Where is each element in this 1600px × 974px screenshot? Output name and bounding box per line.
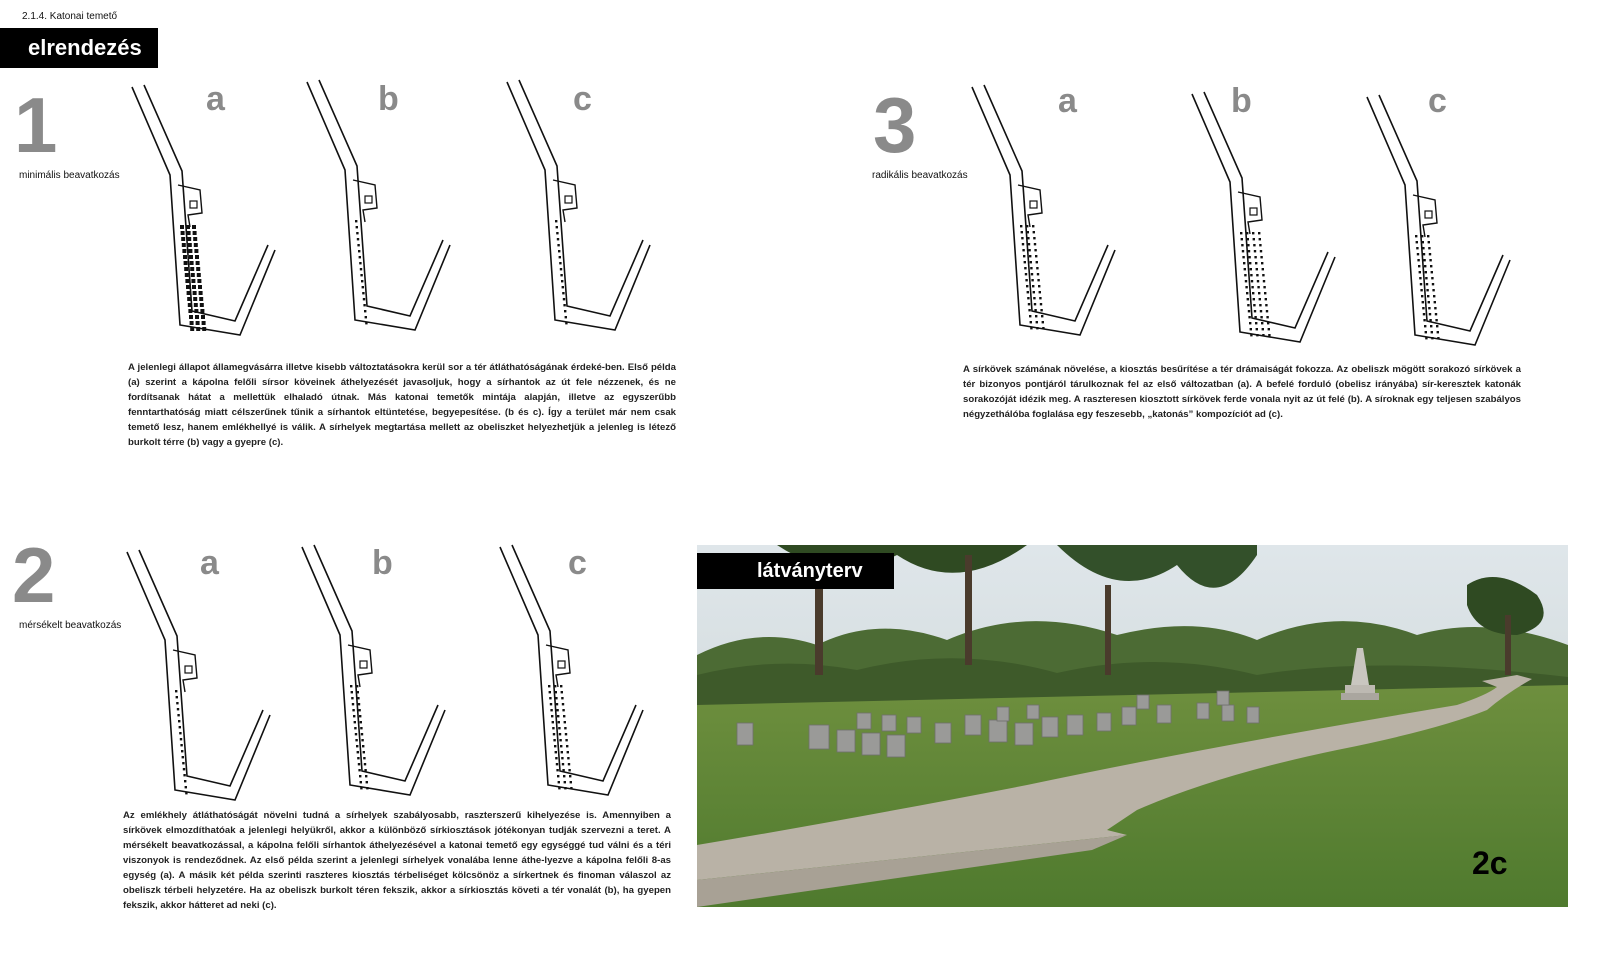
option-2b-letter: b [372,544,393,582]
plan-1b [305,80,465,340]
option-1a-letter: a [206,80,225,118]
option-1c-letter: c [573,80,592,118]
visualization-label: 2c [1472,845,1508,881]
option-2-number: 2 [12,531,56,619]
option-3-description: A sírkövek számának növelése, a kiosztás besűrítése a tér drámaiságát fokozza. Az obeliszk mögött sorakozó sírkövek a tér bizonyos pontjáról tárulkoznak fel az első változatban (a). A befelé forduló (obelisz irányába) sír-keresztek katonák sorakozóját idézik meg. A raszteresen kiosztott sírkövek ferde vonala nyit az út felé (b). A síroknak egy teljesen szabályos négyzethálóba foglalása egy feszesebb, „katonás” kompozíciót ad (c). [963,364,1521,420]
option-2c-letter: c [568,544,587,582]
option-3a-letter: a [1058,82,1077,120]
plan-3c [1365,95,1525,355]
option-1-level: minimális beavatkozás [19,170,120,181]
option-3c-letter: c [1428,82,1447,120]
option-3-number: 3 [873,81,917,169]
option-2-description: Az emlékhely átláthatóságát növelni tudná a sírhelyek szabályosabb, raszterszerű kihelyezése is. Amennyiben a sírkövek elmozdíthatóak a jelenlegi helyükről, akkor a különböző sírkiosztások jótékonyan tudják szervezni a teret. A mérsékelt beavatkozással, a kápolna felőli sírhantok áthelyezésével a katonai temető egy egységgé tud válni és a téri viszonyok is rendeződnek. Az első példa szerint a jelenlegi sírhelyek vonalába lenne áthe-lyezve a kápolna felőli 8-as egység (a). A másik két példa szerinti raszteres kiosztás térbeliséget kölcsönöz a sírkertnek és finoman válaszol az obeliszk térbeli helyzetére. Ha az obeliszk burkolt téren fekszik, akkor a sírkiosztás követi a tér vonalát (b), ha gyepen fekszik, akkor hátteret ad neki (c). [123,810,671,911]
option-2a-letter: a [200,544,219,582]
option-1-number: 1 [14,81,58,169]
plan-2c [498,545,658,805]
layout-tab: elrendezés [0,28,158,68]
section-code: 2.1.4. Katonai temető [22,11,118,22]
option-3-level: radikális beavatkozás [872,170,968,181]
option-1-description: A jelenlegi állapot államegvásárra illetve kisebb változtatásokra kerül sor a tér átláthatóságának érdeké-ben. Első példa (a) szerint a kápolna felőli sírsor köveinek áthelyezését javasoljuk, hogy a sírhantok az út fele nézzenek, és ne fordítsanak hátat a mellettük elhaladó útnak. Más katonai temetők mintája alapján, illetve az egyszerűbb fenntarthatóság miatt célszerűnek tűnik a sírhantok eltüntetése, begyepesítése. (b és c). Így a terület már nem csak temető lesz, hanem emlékhellyé is válik. A sírhelyek megtartása mellett az obeliszket helyezhetjük a jelenleg is létező burkolt térre (b) vagy a gyepre (c). [128,362,676,448]
cemetery-render [697,545,1568,907]
visualization-image [697,545,1568,907]
plan-2b [300,545,460,805]
plan-1c [505,80,665,340]
visualization-tab: látványterv [697,553,894,589]
plan-1a [130,85,290,345]
plan-2a [125,550,285,810]
option-2-level: mérsékelt beavatkozás [19,620,122,631]
plan-3b [1190,92,1350,352]
option-3b-letter: b [1231,82,1252,120]
option-1b-letter: b [378,80,399,118]
plan-3a [970,82,1130,345]
